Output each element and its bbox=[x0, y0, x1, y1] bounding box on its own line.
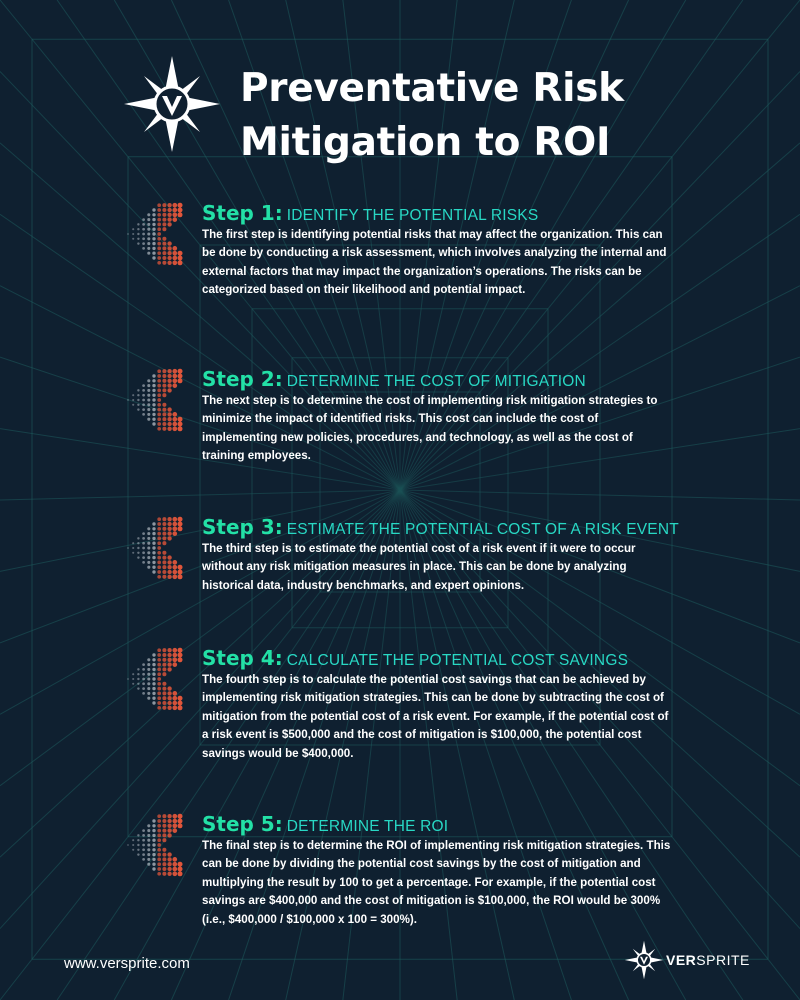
step-heading bbox=[202, 811, 448, 840]
step-number: Step 4: bbox=[202, 646, 283, 670]
chevron-right-icon bbox=[122, 645, 186, 713]
step-number: Step 3: bbox=[202, 515, 283, 539]
step-description: The next step is to determine the cost of implementing risk mitigation strategies to minimize the impact of identified risks. This cost can include the cost of implementing new policies, procedures, and technology, as well as the cost of training employees. bbox=[202, 394, 658, 463]
page-title: Preventative Risk Mitigation to ROI bbox=[240, 66, 624, 165]
chevron-right-icon bbox=[122, 200, 186, 268]
step-description: The fourth step is to calculate the potential cost savings that can be achieved by implementing risk mitigation strategies. This can be done by subtracting the cost of mitigation from the potential cost of a risk event. For example, if the potential cost of a risk event is $500,000 and the cost of mitigation is $100,000, the potential cost savings would be $400,000. bbox=[202, 673, 669, 760]
step-title: DETERMINE THE COST OF MITIGATION bbox=[286, 373, 586, 390]
chevron-right-icon bbox=[122, 811, 186, 879]
step-title: CALCULATE THE POTENTIAL COST SAVINGS bbox=[286, 652, 629, 669]
step-heading bbox=[202, 200, 538, 229]
step-description: The final step is to determine the ROI of implementing risk mitigation strategies. This can be done by dividing the potential cost savings by the cost of mitigation and multiplying the result by 100 to get a percentage. For example, if the potential cost savings are $400,000 and the cost of mitigation is $100,000, the ROI would be 300% (i.e., $400,000 / $100,000 x 100 = 300%). bbox=[202, 839, 671, 926]
compass-star-icon bbox=[122, 54, 222, 154]
step-heading bbox=[202, 514, 679, 543]
footer-logo bbox=[624, 940, 764, 980]
compass-star-icon bbox=[624, 940, 664, 980]
brand-name: VERSPRITE bbox=[666, 952, 750, 968]
step-description: The first step is identifying potential risks that may affect the organization. This can be done by conducting a risk assessment, which involves analyzing the internal and external factors that may impact the organization’s operations. The risks can be categorized based on their likelihood and potential impact. bbox=[202, 228, 667, 297]
step-title: DETERMINE THE ROI bbox=[286, 818, 449, 835]
step-title: ESTIMATE THE POTENTIAL COST OF A RISK EVENT bbox=[286, 521, 679, 538]
website-link[interactable]: www.versprite.com bbox=[64, 955, 190, 972]
step-title: IDENTIFY THE POTENTIAL RISKS bbox=[286, 207, 539, 224]
step-description: The third step is to estimate the potential cost of a risk event if it were to occur without any risk mitigation measures in place. This can be done by analyzing historical data, industry benchmarks, and expert opinions. bbox=[202, 542, 636, 592]
step-number: Step 5: bbox=[202, 812, 283, 836]
step-heading bbox=[202, 645, 628, 674]
chevron-right-icon bbox=[122, 514, 186, 582]
step-number: Step 1: bbox=[202, 201, 283, 225]
step-number: Step 2: bbox=[202, 367, 283, 391]
chevron-right-icon bbox=[122, 366, 186, 434]
step-heading bbox=[202, 366, 586, 395]
